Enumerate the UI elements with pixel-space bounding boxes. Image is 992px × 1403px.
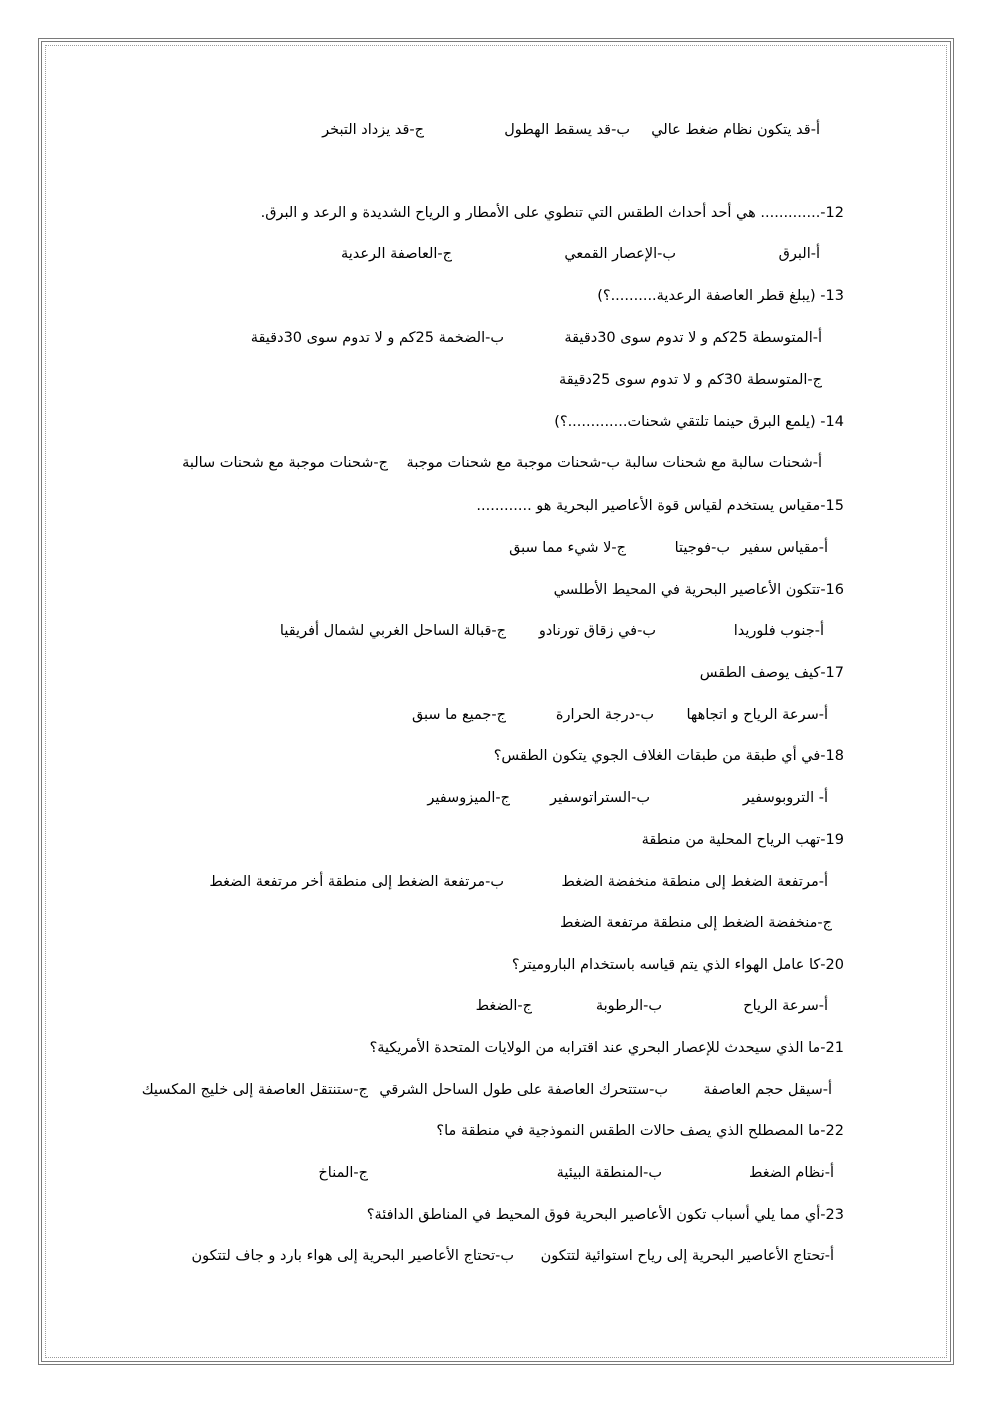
- q17-question: 17-كيف يوصف الطقس: [699, 665, 844, 681]
- q11-option-b[interactable]: ب-قد يسقط الهطول: [504, 122, 630, 138]
- q22-question: 22-ما المصطلح الذي يصف حالات الطقس النموذجية في منطقة ما؟: [436, 1123, 844, 1139]
- q17-option-a[interactable]: أ-سرعة الرياح و اتجاهها: [686, 707, 828, 723]
- q14-option-a[interactable]: أ-شحنات سالبة مع شحنات سالبة: [624, 455, 822, 471]
- q18-question: 18-في أي طبقة من طبقات الغلاف الجوي يتكون الطقس؟: [493, 748, 844, 764]
- q15-option-b[interactable]: ب-فوجيتا: [674, 540, 730, 556]
- q21-option-b[interactable]: ب-ستتحرك العاصفة على طول الساحل الشرقي: [379, 1082, 668, 1098]
- q17-option-c[interactable]: ج-جميع ما سبق: [411, 707, 506, 723]
- q20-question: 20-كا عامل الهواء الذي يتم قياسه باستخدام الباروميتر؟: [511, 957, 844, 973]
- q18-option-b[interactable]: ب-الستراتوسفير: [549, 790, 650, 806]
- q15-option-c[interactable]: ج-لا شيء مما سبق: [509, 540, 626, 556]
- q12-option-b[interactable]: ب-الإعصار القمعي: [564, 246, 676, 262]
- q16-question: 16-تتكون الأعاصير البحرية في المحيط الأطلسي: [553, 582, 844, 598]
- q19-option-a[interactable]: أ-مرتفعة الضغط إلى منطقة منخفضة الضغط: [561, 874, 828, 890]
- q20-option-a[interactable]: أ-سرعة الرياح: [743, 998, 828, 1014]
- q21-option-c[interactable]: ج-ستنتقل العاصفة إلى خليج المكسيك: [141, 1082, 368, 1098]
- q17-option-b[interactable]: ب-درجة الحرارة: [555, 707, 654, 723]
- q23-question: 23-أي مما يلي أسباب تكون الأعاصير البحرية فوق المحيط في المناطق الدافئة؟: [366, 1207, 844, 1223]
- q14-option-b[interactable]: ب-شحنات موجبة مع شحنات موجبة: [406, 455, 620, 471]
- q11-option-a[interactable]: أ-قد يتكون نظام ضغط عالي: [651, 122, 820, 138]
- q20-option-c[interactable]: ج-الضغط: [475, 998, 532, 1014]
- q12-option-a[interactable]: أ-البرق: [778, 246, 820, 262]
- q18-option-c[interactable]: ج-الميزوسفير: [427, 790, 510, 806]
- q22-option-c[interactable]: ج-المناخ: [318, 1165, 368, 1181]
- q13-option-a[interactable]: أ-المتوسطة 25كم و لا تدوم سوى 30دقيقة: [564, 330, 822, 346]
- q15-option-a[interactable]: أ-مقياس سفير: [740, 540, 828, 556]
- q22-option-b[interactable]: ب-المنطقة البيئية: [556, 1165, 662, 1181]
- q15-question: 15-مقياس يستخدم لقياس قوة الأعاصير البحرية هو ............: [476, 498, 844, 514]
- q14-question: 14- (يلمع البرق حينما تلتقي شحنات.............؟): [554, 414, 844, 430]
- q16-option-c[interactable]: ج-قبالة الساحل الغربي لشمال أفريقيا: [279, 623, 506, 639]
- q19-option-c[interactable]: ج-منخفضة الضغط إلى منطقة مرتفعة الضغط: [560, 915, 832, 931]
- q20-option-b[interactable]: ب-الرطوبة: [595, 998, 662, 1014]
- q23-option-a[interactable]: أ-تحتاج الأعاصير البحرية إلى رياح استوائية لتتكون: [540, 1248, 834, 1264]
- q14-option-c[interactable]: ج-شحنات موجبة مع شحنات سالبة: [182, 455, 388, 471]
- q19-question: 19-تهب الرياح المحلية من منطقة: [641, 832, 844, 848]
- q19-option-b[interactable]: ب-مرتفعة الضغط إلى منطقة أخر مرتفعة الضغط: [209, 874, 504, 890]
- q11-option-c[interactable]: ج-قد يزداد التبخر: [322, 122, 424, 138]
- q12-option-c[interactable]: ج-العاصفة الرعدية: [340, 246, 452, 262]
- q21-question: 21-ما الذي سيحدث للإعصار البحري عند اقترابه من الولايات المتحدة الأمريكية؟: [369, 1040, 844, 1056]
- q16-option-b[interactable]: ب-في زقاق تورنادو: [538, 623, 656, 639]
- q21-option-a[interactable]: أ-سيقل حجم العاصفة: [703, 1082, 832, 1098]
- q12-question: 12-............. هي أحد أحداث الطقس التي تنطوي على الأمطار و الرياح الشديدة و الرعد و البرق.: [260, 205, 844, 221]
- q13-option-c[interactable]: ج-المتوسطة 30كم و لا تدوم سوى 25دقيقة: [559, 372, 822, 388]
- q23-option-b[interactable]: ب-تحتاج الأعاصير البحرية إلى هواء بارد و جاف لتتكون: [191, 1248, 514, 1264]
- q16-option-a[interactable]: أ-جنوب فلوريدا: [733, 623, 824, 639]
- q13-option-b[interactable]: ب-الضخمة 25كم و لا تدوم سوى 30دقيقة: [250, 330, 504, 346]
- q18-option-a[interactable]: أ- التروبوسفير: [742, 790, 828, 806]
- q22-option-a[interactable]: أ-نظام الضغط: [749, 1165, 834, 1181]
- q13-question: 13- (يبلغ قطر العاصفة الرعدية..........؟): [597, 288, 844, 304]
